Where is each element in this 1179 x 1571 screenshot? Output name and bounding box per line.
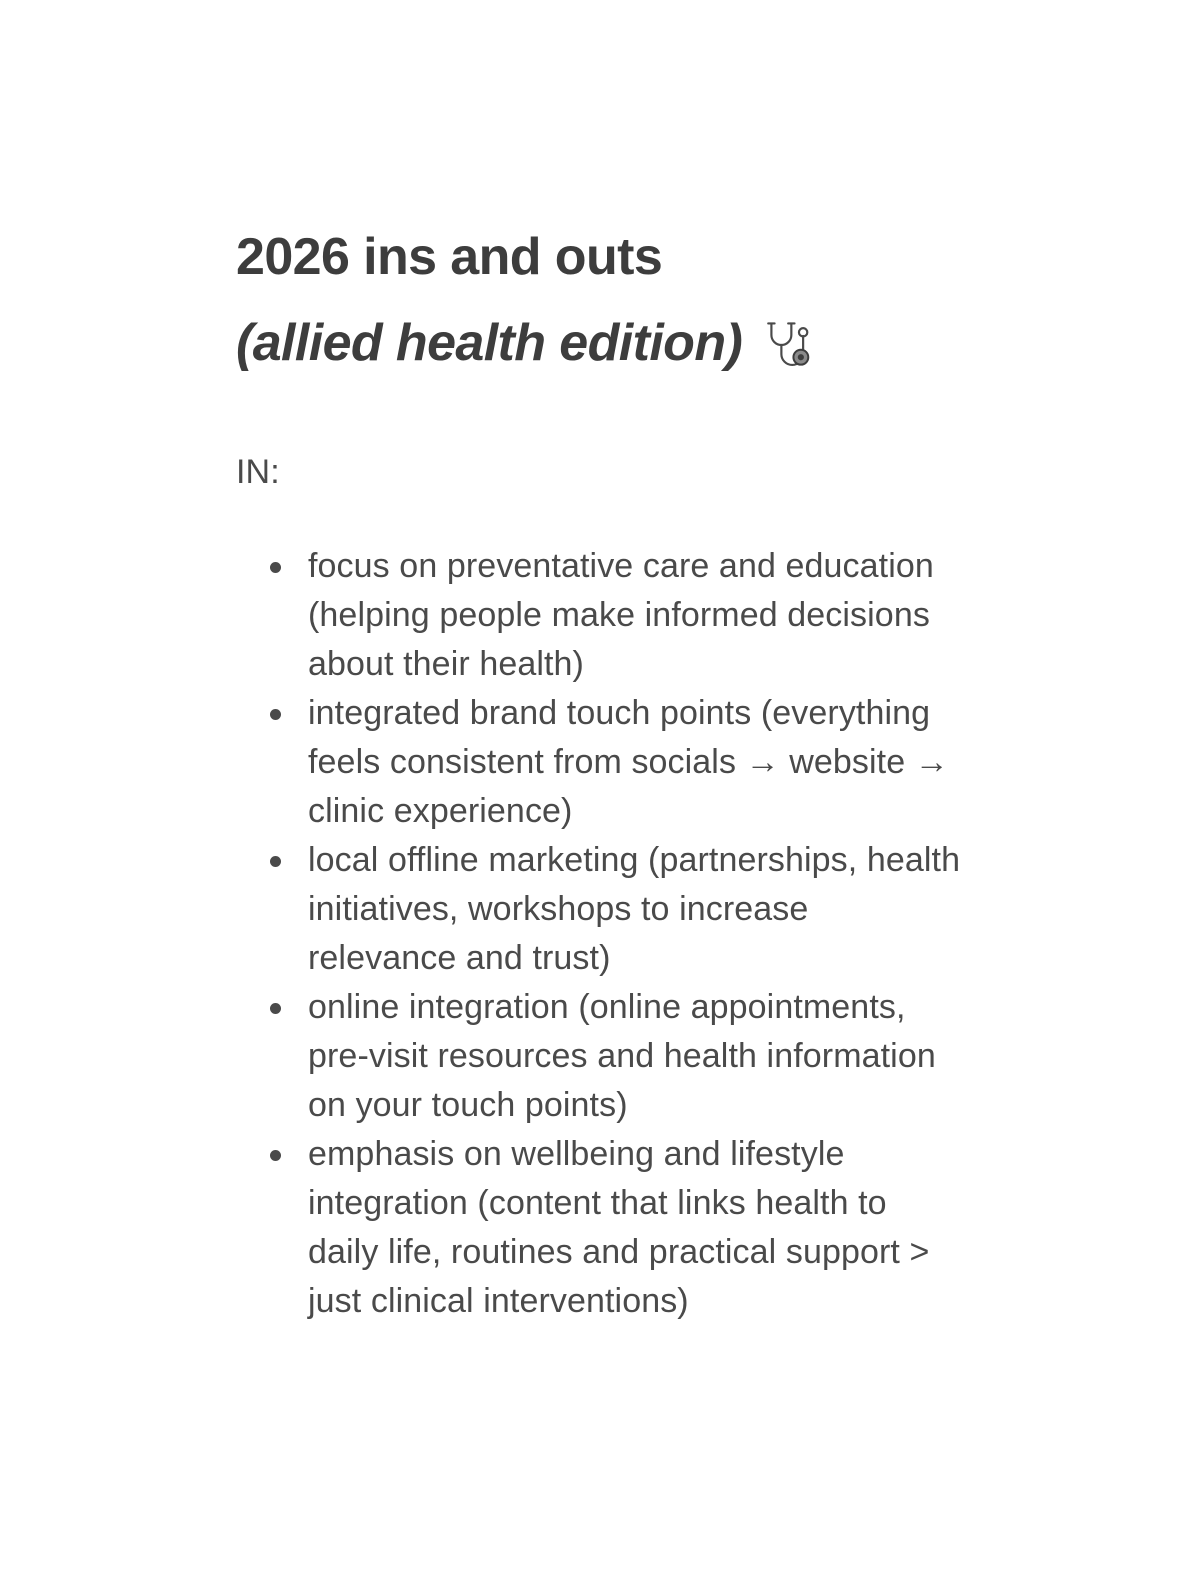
title-line-1: 2026 ins and outs bbox=[236, 228, 663, 286]
list-item bbox=[236, 542, 966, 689]
list-item-text: online integration (online appointments, pre-visit resources and health information on your touch points) bbox=[308, 988, 936, 1124]
bullet-dot-icon bbox=[270, 709, 281, 720]
content-column bbox=[236, 214, 966, 1326]
list-item bbox=[236, 1130, 966, 1326]
list-item-text: integrated brand touch points (everything feels consistent from socials → website → clinic experience) bbox=[308, 694, 949, 830]
page-title bbox=[236, 214, 966, 386]
title-line-2: (allied health edition) bbox=[236, 314, 743, 372]
stethoscope-icon bbox=[756, 316, 814, 374]
list-item bbox=[236, 983, 966, 1130]
bullet-dot-icon bbox=[270, 1003, 281, 1014]
bullet-dot-icon bbox=[270, 1150, 281, 1161]
list-item-text: focus on preventative care and education (helping people make informed decisions about their health) bbox=[308, 547, 934, 683]
list-item bbox=[236, 689, 966, 836]
bullet-dot-icon bbox=[270, 856, 281, 867]
section-label-in: IN: bbox=[236, 453, 280, 491]
in-bullet-list bbox=[236, 542, 966, 1326]
title-line-2-row bbox=[236, 300, 966, 386]
bullet-dot-icon bbox=[270, 562, 281, 573]
list-item bbox=[236, 836, 966, 983]
list-item-text: local offline marketing (partnerships, health initiatives, workshops to increase relevance and trust) bbox=[308, 841, 961, 977]
list-item-text: emphasis on wellbeing and lifestyle integration (content that links health to daily life, routines and practical support > just clinical interventions) bbox=[308, 1135, 930, 1320]
